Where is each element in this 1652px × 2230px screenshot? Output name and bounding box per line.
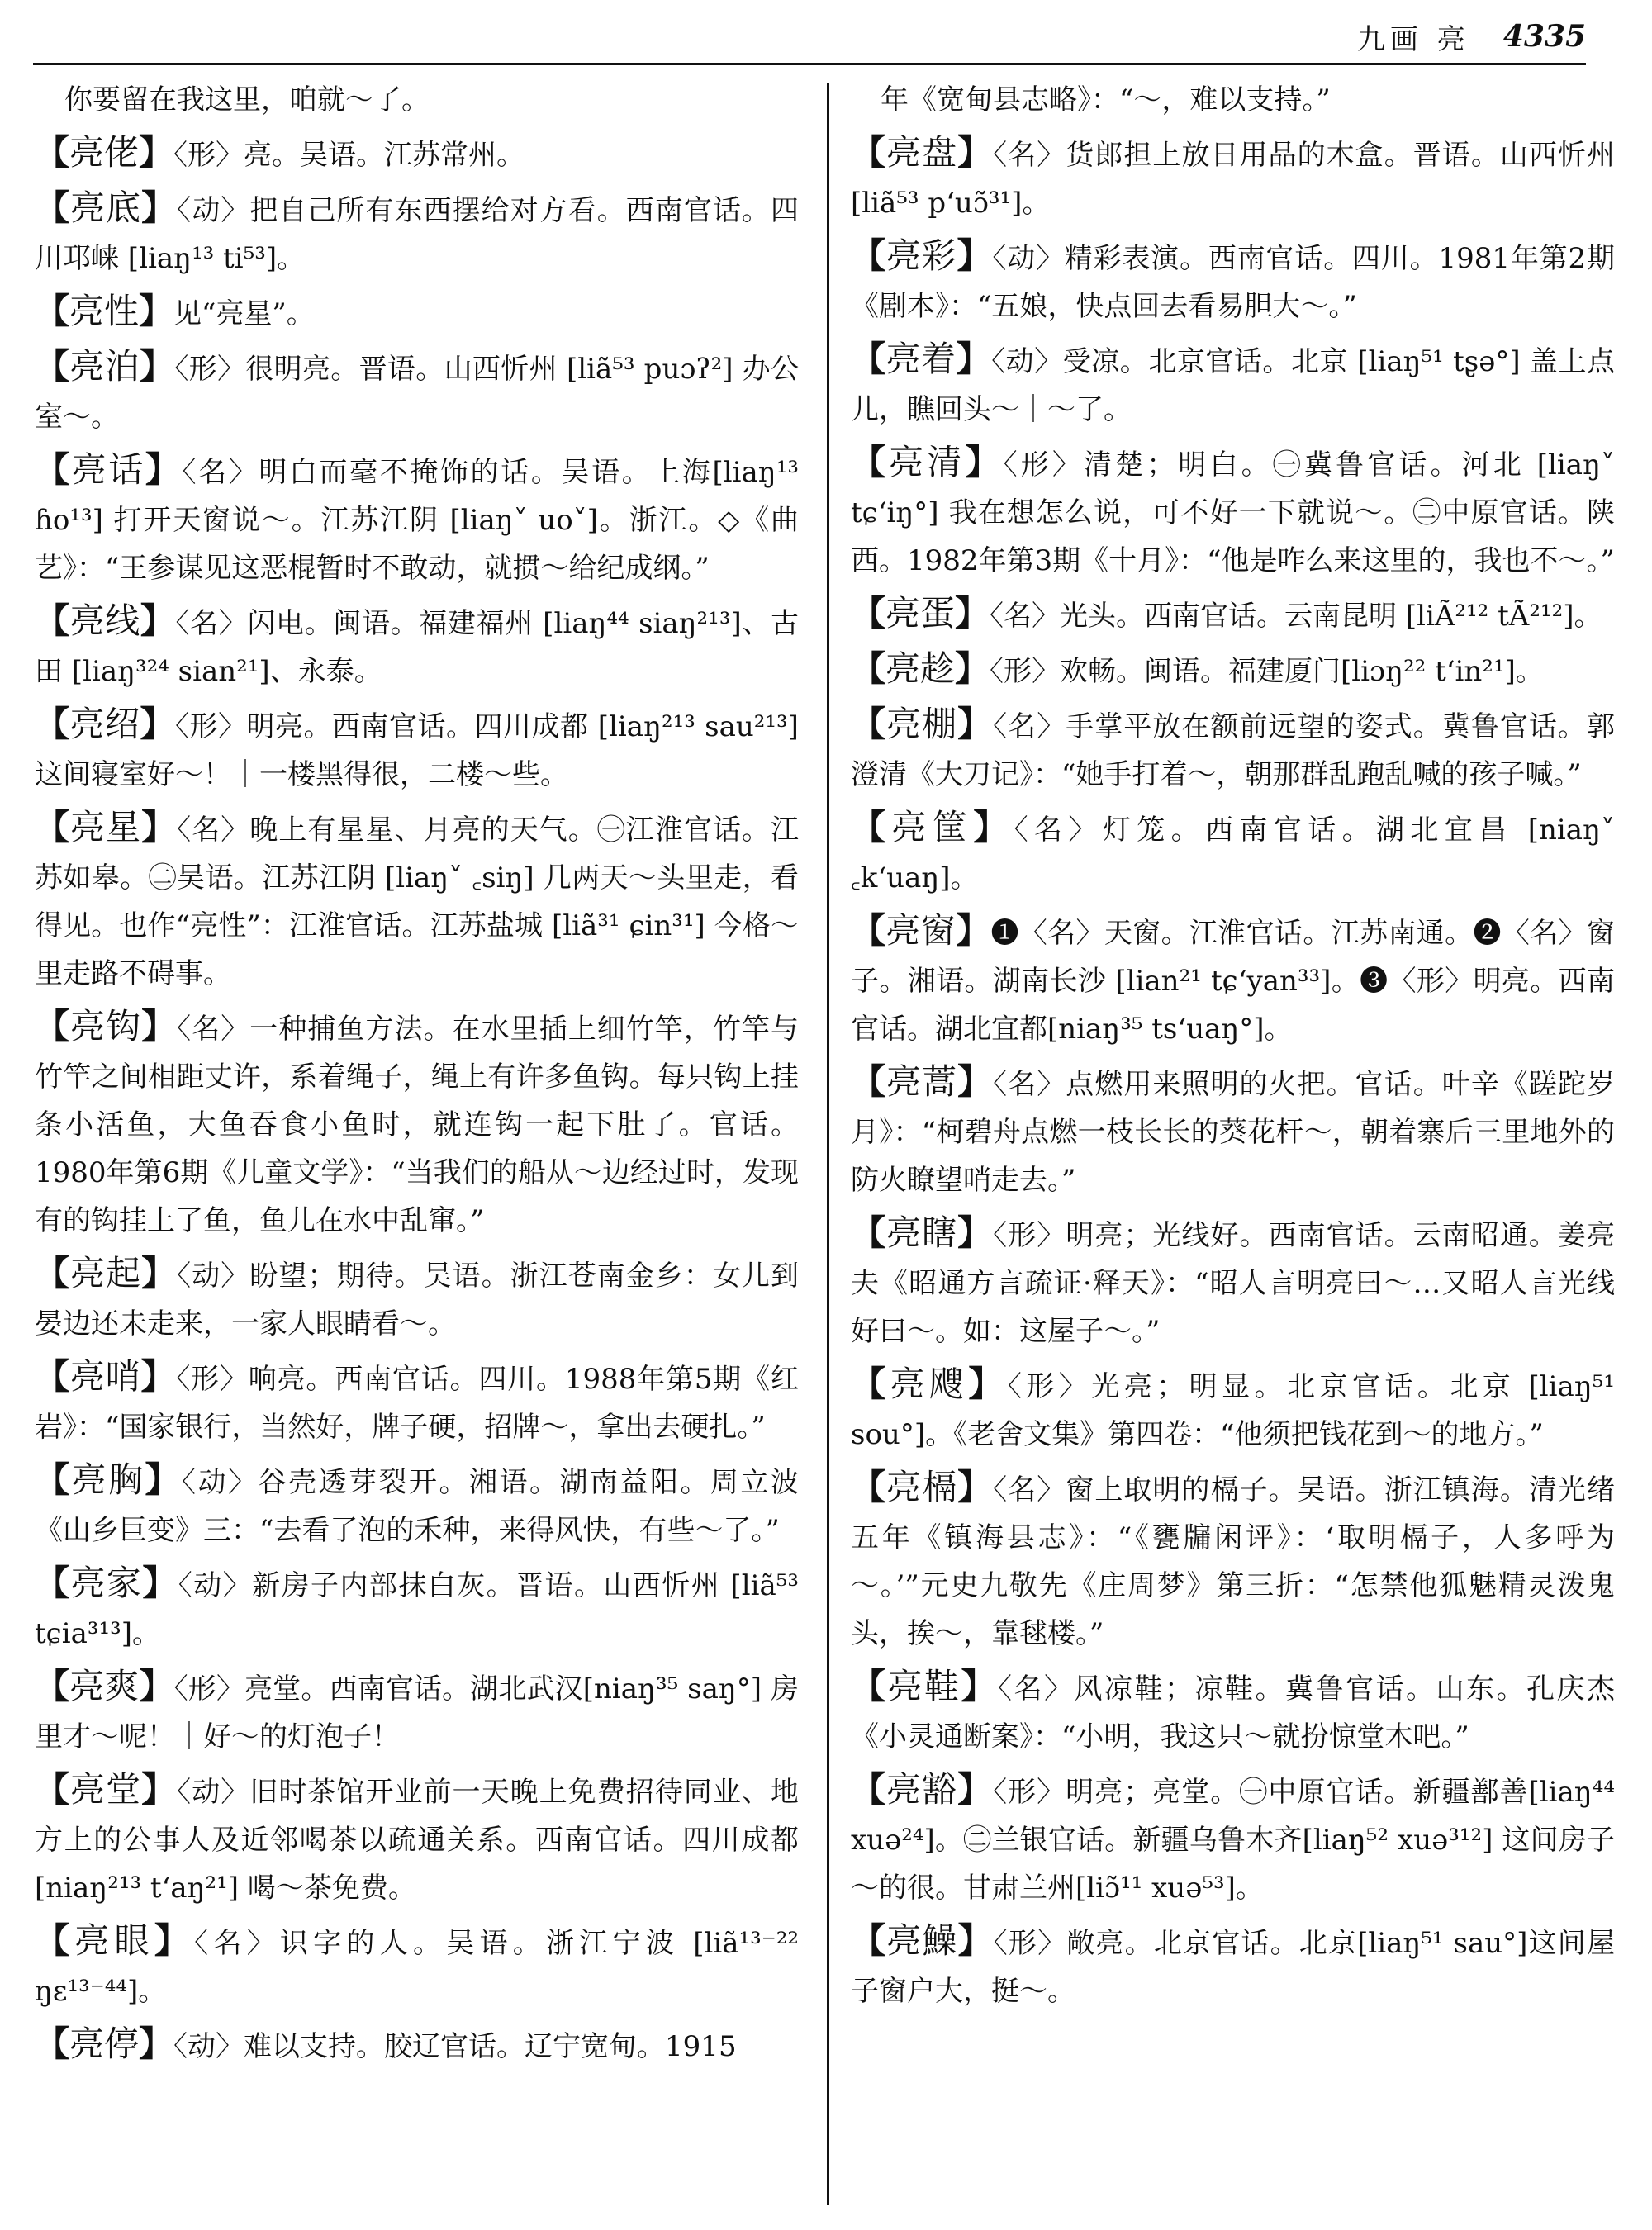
dictionary-entry <box>35 129 799 179</box>
entry-headword: 【亮槅】 <box>851 1467 994 1507</box>
entry-headword: 【亮飕】 <box>851 1364 1008 1404</box>
entry-headword: 【亮停】 <box>35 2024 174 2064</box>
entry-definition: ❶〈名〉天窗。江淮官话。江苏南通。❷〈名〉窗子。湘语。湖南长沙 [lian²¹ tɕ‘yan³³]。❸〈形〉明亮。西南官话。湖北宜都[niaŋ³⁵ ts‘uaŋ°]。 <box>851 917 1615 1046</box>
entry-definition: 〈名〉货郎担上放日用品的木盒。晋语。山西忻州 [liã⁵³ p‘uɔ̃³¹]。 <box>851 139 1615 220</box>
entry-definition: 〈形〉明亮；光线好。西南官话。云南昭通。姜亮夫《昭通方言疏证·释天》：“昭人言明亮曰～…又昭人言光线好曰～。如：这屋子～。” <box>851 1219 1616 1348</box>
entry-definition: 〈动〉谷壳透芽裂开。湘语。湖南益阳。周立波《山乡巨变》三：“去看了泡的禾种，来得风快，有些～了。” <box>35 1466 799 1547</box>
page-header <box>33 12 1586 61</box>
dictionary-entry <box>35 1559 799 1658</box>
entry-definition: 〈动〉旧时茶馆开业前一天晚上免费招待同业、地方上的公事人及近邻喝茶以疏通关系。西南官话。四川成都 [niaŋ²¹³ t‘aŋ²¹] 喝～茶免费。 <box>35 1776 799 1905</box>
dictionary-entry <box>851 439 1615 585</box>
column-divider <box>827 83 829 2205</box>
entry-headword: 【亮鞋】 <box>851 1666 998 1706</box>
dictionary-entry <box>35 1353 799 1451</box>
entry-headword: 【亮鱢】 <box>851 1920 994 1961</box>
entry-headword: 【亮豁】 <box>851 1769 994 1810</box>
entry-definition: 〈形〉响亮。西南官话。四川。1988年第5期《红岩》：“国家银行，当然好，牌子硬，招牌～，拿出去硬扎。” <box>35 1363 799 1444</box>
dictionary-entry <box>851 232 1615 330</box>
entry-definition: 〈形〉亮堂。西南官话。湖北武汉[niaŋ³⁵ saŋ°] 房里才～呢！｜好～的灯泡子！ <box>35 1672 799 1753</box>
right-column <box>851 76 1615 2020</box>
entry-definition: 〈动〉新房子内部抹白灰。晋语。山西忻州 [liã⁵³ tɕia³¹³]。 <box>35 1569 799 1650</box>
dictionary-entry <box>35 1917 799 2015</box>
entry-definition: 〈动〉精彩表演。西南官话。四川。1981年第2期《剧本》：“五娘，快点回去看易胆大～。” <box>851 242 1615 323</box>
page-number: 4335 <box>1502 19 1586 54</box>
dictionary-entry <box>35 287 799 338</box>
dictionary-entry <box>851 645 1615 695</box>
dictionary-entry <box>35 1250 799 1348</box>
dictionary-entry <box>35 700 799 799</box>
dictionary-entry <box>35 1663 799 1761</box>
dictionary-entry <box>851 76 1615 124</box>
entry-definition: 见“亮星”。 <box>173 297 315 330</box>
entry-headword: 【亮彩】 <box>851 235 993 276</box>
entry-definition: 〈动〉盼望；期待。吴语。浙江苍南金乡：女儿到晏边还未走来，一家人眼睛看～。 <box>35 1260 799 1340</box>
entry-headword: 【亮蛋】 <box>851 593 990 633</box>
entry-definition: 〈形〉亮。吴语。江苏常州。 <box>173 139 525 172</box>
entry-definition: 〈名〉识字的人。吴语。浙江宁波 [liã¹³⁻²² ŋɛ¹³⁻⁴⁴]。 <box>35 1927 799 2008</box>
entry-definition: 年《宽甸县志略》：“～，难以支持。” <box>881 83 1331 116</box>
dictionary-entry <box>35 804 799 998</box>
entry-headword: 【亮清】 <box>851 442 1004 482</box>
entry-definition: 你要留在我这里，咱就～了。 <box>64 83 430 116</box>
entry-headword: 【亮棚】 <box>851 704 994 744</box>
entry-definition: 〈形〉敞亮。北京官话。北京[liaŋ⁵¹ sau°]这间屋子窗户大，挺～。 <box>851 1927 1615 2008</box>
dictionary-entry <box>35 597 799 695</box>
dictionary-entry <box>851 907 1615 1053</box>
entry-definition: 〈名〉晚上有星星、月亮的天气。㊀江淮官话。江苏如皋。㊁吴语。江苏江阴 [liaŋ˅ ꜀siŋ] 几两天～头里走，看得见。也作“亮性”：江淮官话。江苏盐城 [liã³¹ ɕin³¹] 今格～里走路不碍事。 <box>35 814 799 990</box>
entry-definition: 〈形〉清楚；明白。㊀冀鲁官话。河北 [liaŋ˅ tɕ‘iŋ°] 我在想怎么说，可不好一下就说～。㊁中原官话。陕西。1982年第3期《十月》：“他是咋么来这里的，我也不～。” <box>851 448 1615 577</box>
dictionary-entry <box>851 804 1615 902</box>
dictionary-entry <box>851 1766 1615 1912</box>
entry-headword: 【亮堂】 <box>35 1769 178 1810</box>
dictionary-entry <box>851 700 1615 799</box>
dictionary-entry <box>851 1663 1615 1761</box>
entry-headword: 【亮性】 <box>35 291 174 331</box>
entry-definition: 〈形〉很明亮。晋语。山西忻州 [liã⁵³ puɔʔ²] 办公室～。 <box>35 353 799 434</box>
section-title: 九画 亮 <box>1356 22 1470 56</box>
dictionary-entry <box>35 1766 799 1912</box>
entry-definition: 〈名〉光头。西南官话。云南昆明 [liÃ²¹² tÃ²¹²]。 <box>990 600 1602 633</box>
entry-definition: 〈名〉一种捕鱼方法。在水里插上细竹竿，竹竿与竹竿之间相距丈许，系着绳子，绳上有许多鱼钩。每只钩上挂条小活鱼，大鱼吞食小鱼时，就连钩一起下肚了。官话。1980年第6期《儿童文学》：“当我们的船从～边经过时，发现有的钩挂上了鱼，鱼儿在水中乱窜。” <box>35 1013 799 1237</box>
dictionary-entry <box>851 1464 1615 1658</box>
entry-headword: 【亮趁】 <box>851 648 990 689</box>
entry-definition: 〈名〉点燃用来照明的火把。官话。叶辛《蹉跎岁月》：“柯碧舟点燃一枝长长的葵花杆～，朝着寨后三里地外的防火瞭望哨走去。” <box>851 1068 1615 1197</box>
dictionary-entry <box>35 2020 799 2071</box>
entry-headword: 【亮钩】 <box>35 1006 178 1046</box>
dictionary-entry <box>35 343 799 441</box>
entry-definition: 〈名〉风凉鞋；凉鞋。冀鲁官话。山东。孔庆杰《小灵通断案》：“小明，我这只～就扮惊堂木吧。” <box>851 1672 1615 1753</box>
entry-definition: 〈动〉受凉。北京官话。北京 [liaŋ⁵¹ tʂə°] 盖上点儿，瞧回头～｜～了。 <box>851 345 1615 426</box>
dictionary-entry <box>851 1917 1615 2015</box>
entry-headword: 【亮星】 <box>35 807 178 847</box>
entry-definition: 〈形〉光亮；明显。北京官话。北京 [liaŋ⁵¹ sou°]。《老舍文集》第四卷：“他须把钱花到～的地方。” <box>851 1370 1615 1451</box>
dictionary-entry <box>35 184 799 282</box>
dictionary-entry <box>35 1003 799 1245</box>
header-rule <box>33 63 1586 65</box>
entry-definition: 〈动〉难以支持。胶辽官话。辽宁宽甸。1915 <box>173 2030 737 2063</box>
entry-headword: 【亮盘】 <box>851 132 994 173</box>
entry-headword: 【亮筐】 <box>851 807 1014 847</box>
entry-headword: 【亮着】 <box>851 339 992 379</box>
entry-headword: 【亮哨】 <box>35 1356 177 1397</box>
dictionary-entry <box>851 129 1615 227</box>
entry-definition: 〈动〉把自己所有东西摆给对方看。西南官话。四川邛崃 [liaŋ¹³ ti⁵³]。 <box>35 194 799 275</box>
entry-headword: 【亮底】 <box>35 187 178 228</box>
dictionary-entry <box>35 76 799 124</box>
dictionary-entry <box>851 1209 1615 1355</box>
entry-headword: 【亮绍】 <box>35 704 175 744</box>
entry-definition: 〈形〉欢畅。闽语。福建厦门[liɔŋ²² t‘in²¹]。 <box>990 655 1544 688</box>
entry-headword: 【亮窗】 <box>851 910 991 951</box>
entry-headword: 【亮线】 <box>35 600 176 641</box>
entry-headword: 【亮家】 <box>35 1563 178 1603</box>
left-column <box>35 76 799 2076</box>
dictionary-entry <box>851 1058 1615 1204</box>
entry-definition: 〈名〉手掌平放在额前远望的姿式。冀鲁官话。郭澄清《大刀记》：“她手打着～，朝那群乱跑乱喊的孩子喊。” <box>851 710 1615 791</box>
entry-definition: 〈名〉闪电。闽语。福建福州 [liaŋ⁴⁴ siaŋ²¹³]、古田 [liaŋ³²⁴ sian²¹]、永泰。 <box>35 607 799 688</box>
dictionary-entry <box>35 446 799 592</box>
entry-definition: 〈名〉灯笼。西南官话。湖北宜昌 [niaŋ˅ ꜀k‘uaŋ]。 <box>851 814 1615 894</box>
entry-headword: 【亮起】 <box>35 1253 178 1293</box>
entry-headword: 【亮瞎】 <box>851 1212 994 1253</box>
entry-headword: 【亮蒿】 <box>851 1061 994 1102</box>
entry-headword: 【亮爽】 <box>35 1666 174 1706</box>
entry-definition: 〈名〉窗上取明的槅子。吴语。浙江镇海。清光绪五年《镇海县志》：“《甕牖闲评》：‘取明槅子，人多呼为～。’”元史九敬先《庄周梦》第三折：“怎禁他狐魅精灵泼鬼头，挨～，靠毬楼。” <box>851 1473 1615 1650</box>
entry-definition: 〈形〉明亮。西南官话。四川成都 [liaŋ²¹³ sau²¹³] 这间寝室好～！｜一楼黑得很，二楼～些。 <box>35 710 799 791</box>
entry-definition: 〈名〉明白而毫不掩饰的话。吴语。上海[liaŋ¹³ ɦo¹³] 打开天窗说～。江苏江阴 [liaŋ˅ uo˅]。浙江。◇《曲艺》：“王参谋见这恶棍暂时不敢动，就掼～给纪成纲。” <box>35 456 799 585</box>
entry-headword: 【亮佬】 <box>35 132 174 173</box>
entry-headword: 【亮泊】 <box>35 346 175 387</box>
entry-headword: 【亮眼】 <box>35 1920 195 1961</box>
dictionary-entry <box>851 335 1615 434</box>
dictionary-entry <box>851 590 1615 640</box>
dictionary-entry <box>851 1360 1615 1459</box>
entry-headword: 【亮话】 <box>35 449 183 490</box>
entry-headword: 【亮胸】 <box>35 1459 182 1500</box>
entry-definition: 〈形〉明亮；亮堂。㊀中原官话。新疆鄯善[liaŋ⁴⁴ xuə²⁴]。㊁兰银官话。新疆乌鲁木齐[liaŋ⁵² xuə³¹²] 这间房子～的很。甘肃兰州[liɔ̃¹¹ xuə⁵³]。 <box>851 1776 1615 1905</box>
dictionary-entry <box>35 1456 799 1554</box>
